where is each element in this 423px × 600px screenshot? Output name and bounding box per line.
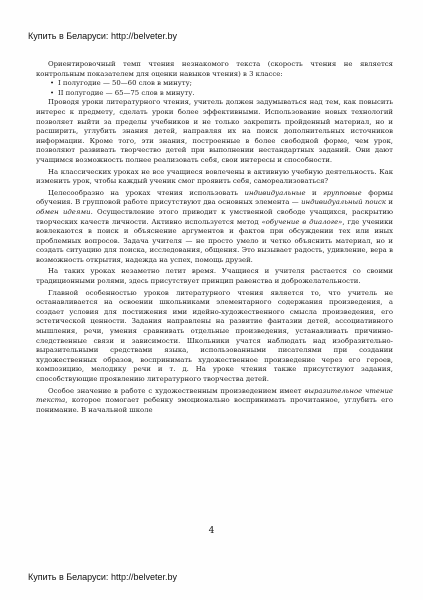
paragraph-expressive-reading: Особое значение в работе с художественным произведением имеет выразительное чтение текста, которое помогает ребенку эмоционально воспринимать прочитанное, углубить его понимание. В начальной школе — [36, 386, 393, 414]
paragraph-technologies: Проводя уроки литературного чтения, учитель должен задумываться над тем, как повысить интерес к предмету, сделать уроки более эффективными. Использование новых технологий позволяет выйти за пределы учебников и не только закрепить пройденный материал, но и расширить, углубить знания детей, направляя их на поиск дополнительных источников информации. Кроме того, эти знания, построенные в более свободной форме, чем урок, позволяют развивать творчество детей при выполнении нестандартных заданий. Они дают учащимся возможность полнее реализовать себя, свои интересы и способности. — [36, 98, 393, 164]
store-banner-bottom: Купить в Беларуси: http://belveter.by — [28, 572, 177, 582]
paragraph-group-work: Целесообразно на уроках чтения использовать индивидуальные и групповые формы обучения. В групповой работе присутствуют два основных элемента — индивидуальный поиск и обмен идеями. Осуществление этого приводит к умственной свободе учащихся, раскрытию творческих качеств личности. Активно используется метод «обучение в диалоге», где ученики вовлекаются в поиск и объяснение аргументов и фактов при обсуждении тех или иных проблемных вопросов. Задача учителя — не просто умело и четко объяснить материал, но и создать ситуацию для поиска, исследования, общения. Это вызывает радость, удивление, вера в возможность открытия, надежда на успех, помощь друзей. — [36, 188, 394, 264]
page-number: 4 — [208, 526, 215, 536]
list-item: • I полугодие — 50—60 слов в минуту; — [50, 79, 393, 89]
paragraph-reading-pace: Ориентировочный темп чтения незнакомого текста (скорость чтения не является контрольным показателем для оценки навыков чтения) в 3 классе: — [36, 60, 393, 78]
store-banner-top: Купить в Беларуси: http://belveter.by — [28, 31, 177, 41]
paragraph-main-feature: Главной особенностью уроков литературного чтения является то, что учитель не останавливается на освоении школьниками элементарного содержания произведения, а создает условия для постижения ими идейно-художественного смысла произведения, его эстетической ценности. Задания направлены на развитие фантазии детей, ассоциативного мышления, речи, умения сравнивать отдельные произведения, устанавливать причинно-следственные связи и зависимости. Школьники учатся наблюдать над изобразительно-выразительными средствами языка, использованными писателями при создании художественных образов, воспринимать художественное произведение через его героев, композицию, мелодику речи и т. д. На уроке чтения также присутствуют задания, способствующие проявлению литературного творчества детей. — [36, 288, 393, 383]
page-body — [36, 60, 393, 415]
list-item: • II полугодие — 65—75 слов в минуту. — [50, 89, 393, 99]
paragraph-equality: На таких уроках незаметно летит время. Учащиеся и учителя растается со своими традиционными ролями, здесь присутствует принцип равенства и доброжелательности. — [36, 267, 393, 286]
reading-pace-list — [36, 79, 393, 98]
paragraph-classic-lessons: На классических уроках не все учащиеся вовлечены в активную учебную деятельность. Как изменить урок, чтобы каждый ученик смог проявить себя, самореализоваться? — [36, 167, 393, 186]
